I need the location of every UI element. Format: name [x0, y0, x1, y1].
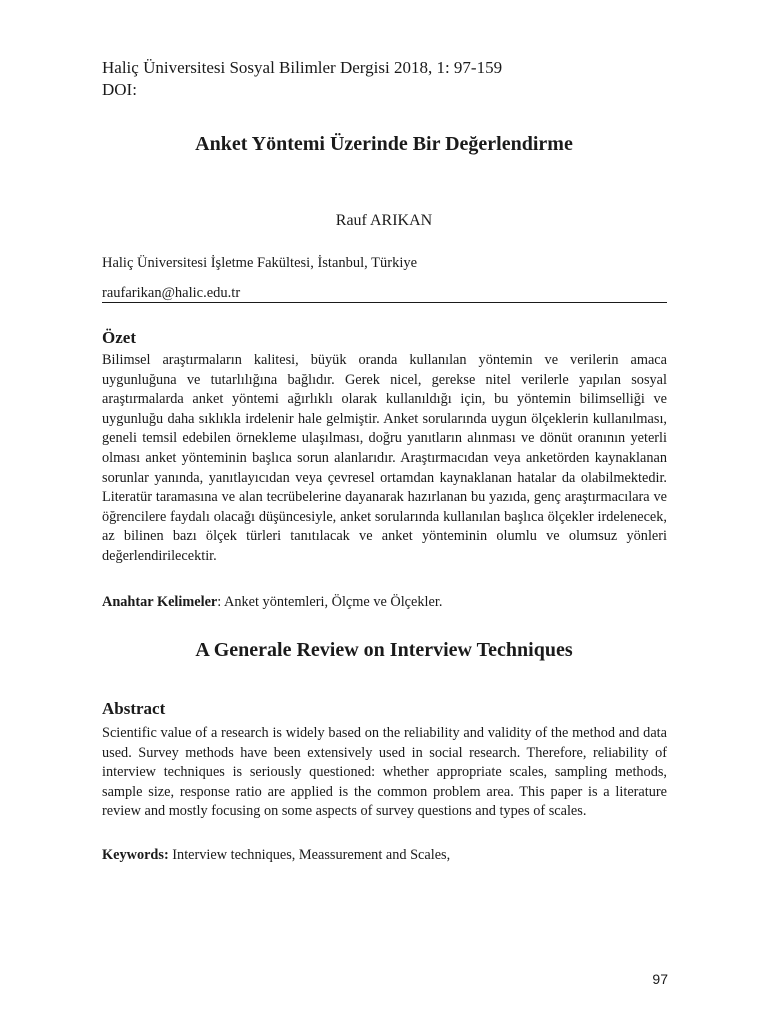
ozet-body: Bilimsel araştırmaların kalitesi, büyük oranda kullanılan yöntemin ve verilerin amaca uygunluğuna ve tutarlılığına bağlıdır. Gerek nicel, gerekse nitel verilerle yapılan sosyal araştırmalarda anket yöntemi ağırlıklı olarak kullanıldığı için, bu yöntemin bilimselliği ve uygunluğu daha sıklıkla irdelenir hale gelmiştir. Anket sorularında uygun ölçeklerin kullanılması, geneli temsil edebilen örnekleme ulaşılması, doğru yanıtların alınması ve dönüt oranının yeterli olması anket yönteminin başlıca sorun alanlarıdır. Araştırmacıdan veya anketörden kaynaklanan sorunlar yanında, yanıtlayıcıdan veya çevresel ortamdan kaynaklanan hatalar da olabilmektedir. Literatür taramasına ve alan tecrübelerine dayanarak hazırlanan bu yazıda, genç araştırmacılara ve öğrencilere faydalı olacağı düşüncesiyle, anket sorularında kullanılan başlıca ölçekler irdelenecek, az bilinen bazı ölçek türleri tanıtılacak ve anket yönteminin olumlu ve olumsuz yönleri değerlendirilecektir. — [102, 352, 667, 564]
turkish-keywords-text: : Anket yöntemleri, Ölçme ve Ölçekler. — [217, 594, 443, 610]
turkish-keywords — [102, 592, 667, 612]
author-email[interactable]: raufarikan@halic.edu.tr — [102, 285, 241, 301]
english-keywords-label: Keywords: — [102, 847, 169, 863]
author-name: Rauf ARIKAN — [335, 212, 433, 229]
abstract-body: Scientific value of a research is widely based on the reliability and validity of the method and data used. Survey methods have been extensively used in social research. Therefore, reliability of interview techniques is seriously questioned: whether appropriate scales, sampling methods, sample size, response ratio are applied is the common problem area. This paper is a literature review and mostly focusing on some aspects of survey questions and types of scales. — [102, 725, 667, 820]
ozet-heading: Özet — [102, 328, 136, 347]
turkish-title: Anket Yöntemi Üzerinde Bir Değerlendirme — [195, 133, 573, 155]
doi-line: DOI: — [102, 80, 137, 99]
author-affiliation: Haliç Üniversitesi İşletme Fakültesi, İstanbul, Türkiye — [102, 255, 418, 271]
abstract-heading: Abstract — [102, 699, 166, 718]
page-number: 97 — [652, 971, 668, 987]
turkish-keywords-label: Anahtar Kelimeler — [102, 594, 218, 610]
journal-citation: Haliç Üniversitesi Sosyal Bilimler Dergisi 2018, 1: 97-159 — [102, 58, 503, 77]
english-keywords-text: Interview techniques, Meassurement and Scales, — [168, 847, 451, 863]
english-title: A Generale Review on Interview Techniques — [195, 639, 573, 661]
english-keywords — [102, 845, 667, 865]
divider-rule — [102, 302, 667, 303]
